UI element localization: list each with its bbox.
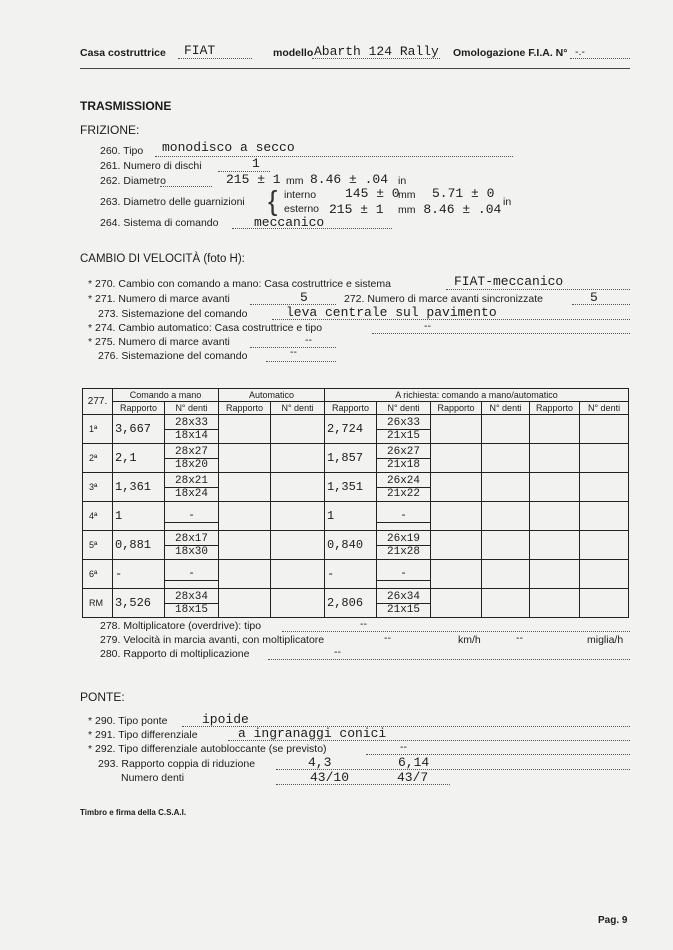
empty-cell <box>580 560 629 589</box>
gearbox-title: CAMBIO DI VELOCITÀ (foto H): <box>80 253 245 265</box>
item-260: 260. Tipo <box>100 145 144 157</box>
teeth-cell: 28x21 18x24 <box>165 473 219 502</box>
overdrive-speed-kmh: -- <box>384 632 391 644</box>
teeth-cell: 26x27 21x18 <box>377 444 431 473</box>
empty-cell <box>271 589 325 618</box>
axle-type-value: ipoide <box>202 712 249 727</box>
item-279: 279. Velocità in marcia avanti, con moltiplicatore <box>100 634 325 646</box>
stamp-label: Timbro e firma della C.S.A.I. <box>80 808 187 817</box>
empty-cell <box>580 444 629 473</box>
empty-cell <box>219 560 271 589</box>
gear-ratio-table: 277. Comando a mano Automatico A richiesta: comando a mano/automatico Rapporto N° denti Rapporto N° denti Rapporto N° denti Rapporto N° denti Rapporto N° denti 1ª 3,667 28x33 18x14 2,724 26x33 21x15 2ª 2,1 28x27 18x20 1,857 26x27 21x18 3ª 1,361 28x21 18x24 1,351 26x24 21x22 4ª 1 - 1 - 5ª 0,881 28x17 18x30 0,840 26x19 21x28 6ª - - - - RM 3,526 28x34 18x15 2,806 26x34 21x15 <box>82 388 629 618</box>
gear-label: 5ª <box>83 531 113 560</box>
outer-label: esterno <box>284 203 320 215</box>
page-number: Pag. 9 <box>598 915 628 926</box>
model-value: Abarth 124 Rally <box>314 44 439 59</box>
empty-cell <box>482 444 530 473</box>
final-drive-1: 4,3 <box>308 755 332 770</box>
teeth-cell: - <box>377 502 431 531</box>
empty-cell <box>431 502 482 531</box>
inner-in: 5.71 ± 0 <box>432 186 495 201</box>
clutch-title: FRIZIONE: <box>80 123 140 137</box>
clutch-type-value: monodisco a secco <box>162 140 295 155</box>
manual-gearbox-value: FIAT-meccanico <box>454 274 564 289</box>
item-292: * 292. Tipo differenziale autobloccante (se previsto) <box>88 743 327 755</box>
item-276: 276. Sistemazione del comando <box>98 350 248 362</box>
empty-cell <box>271 473 325 502</box>
empty-cell <box>219 502 271 531</box>
maker-value: FIAT <box>184 43 216 58</box>
item-263: 263. Diametro delle guarnizioni <box>100 196 245 208</box>
table-row <box>83 415 629 444</box>
ratio-cell: 3,526 <box>113 589 165 618</box>
empty-cell <box>219 415 271 444</box>
item-278: 278. Moltiplicatore (overdrive): tipo <box>100 620 262 632</box>
teeth-cell: - <box>377 560 431 589</box>
empty-cell <box>530 415 580 444</box>
teeth-cell: 28x33 18x14 <box>165 415 219 444</box>
item-275: * 275. Numero di marce avanti <box>88 336 230 348</box>
lining-unit2: in <box>503 196 512 208</box>
item-261: 261. Numero di dischi <box>100 160 202 172</box>
ratio-cell: 0,881 <box>113 531 165 560</box>
teeth-2: 43/7 <box>397 770 429 785</box>
clutch-discs-value: 1 <box>252 156 260 171</box>
ratio-cell: - <box>325 560 377 589</box>
item-293: 293. Rapporto coppia di riduzione <box>98 758 256 770</box>
gear-lever-value: leva centrale sul pavimento <box>286 305 497 320</box>
item-290: * 290. Tipo ponte <box>88 715 168 727</box>
empty-cell <box>271 502 325 531</box>
empty-cell <box>482 531 530 560</box>
inner-unit: mm <box>398 189 416 201</box>
empty-cell <box>482 415 530 444</box>
item-271: * 271. Numero di marce avanti <box>88 293 230 305</box>
axle-title: PONTE: <box>80 690 125 704</box>
teeth-cell: 26x34 21x15 <box>377 589 431 618</box>
table-row <box>83 502 629 531</box>
empty-cell <box>271 444 325 473</box>
empty-cell <box>530 502 580 531</box>
ratio-cell: 1 <box>113 502 165 531</box>
ratio-cell: 0,840 <box>325 531 377 560</box>
empty-cell <box>580 473 629 502</box>
teeth-cell: 26x19 21x28 <box>377 531 431 560</box>
empty-cell <box>482 560 530 589</box>
overdrive-speed-mph: -- <box>516 632 523 644</box>
item-280: 280. Rapporto di moltiplicazione <box>100 648 250 660</box>
empty-cell <box>580 415 629 444</box>
ratio-cell: 1,857 <box>325 444 377 473</box>
item-274: * 274. Cambio automatico: Casa costruttrice e tipo <box>88 322 323 334</box>
homolog-value: -.- <box>575 46 585 58</box>
empty-cell <box>271 531 325 560</box>
group-auto: Automatico <box>219 389 325 402</box>
empty-cell <box>530 531 580 560</box>
teeth-cell: 26x24 21x22 <box>377 473 431 502</box>
forward-gears-value: 5 <box>300 290 308 305</box>
empty-cell <box>580 531 629 560</box>
ratio-cell: 2,1 <box>113 444 165 473</box>
empty-cell <box>530 473 580 502</box>
gear-label: 2ª <box>83 444 113 473</box>
empty-cell <box>271 560 325 589</box>
clutch-diameter-unit2: in <box>398 175 407 187</box>
empty-cell <box>580 502 629 531</box>
gear-label: RM <box>83 589 113 618</box>
ratio-cell: 2,724 <box>325 415 377 444</box>
empty-cell <box>431 560 482 589</box>
empty-cell <box>482 502 530 531</box>
ratio-cell: 3,667 <box>113 415 165 444</box>
table-row <box>83 473 629 502</box>
ratio-cell: 1,351 <box>325 473 377 502</box>
empty-cell <box>431 589 482 618</box>
gear-label: 1ª <box>83 415 113 444</box>
table-row <box>83 444 629 473</box>
empty-cell <box>431 531 482 560</box>
table-row <box>83 589 629 618</box>
model-label: modello <box>273 47 314 59</box>
item-293-teeth: Numero denti <box>121 772 185 784</box>
ratio-cell: 1,361 <box>113 473 165 502</box>
ratio-cell: 1 <box>325 502 377 531</box>
teeth-cell: - <box>165 560 219 589</box>
empty-cell <box>219 444 271 473</box>
diff-type-value: a ingranaggi conici <box>238 726 387 741</box>
table-row <box>83 531 629 560</box>
clutch-diameter-unit: mm <box>286 175 304 187</box>
gear-label: 3ª <box>83 473 113 502</box>
inner-label: interno <box>284 189 317 201</box>
empty-cell <box>580 589 629 618</box>
section-title: TRASMISSIONE <box>80 99 172 113</box>
outer-mm: 215 ± 1 <box>329 202 384 217</box>
gear-label: 6ª <box>83 560 113 589</box>
empty-cell <box>431 415 482 444</box>
final-drive-2: 6,14 <box>398 755 430 770</box>
maker-label: Casa costruttrice <box>80 47 166 59</box>
clutch-diameter-in: 8.46 ± .04 <box>310 172 389 187</box>
empty-cell <box>271 415 325 444</box>
inner-mm: 145 ± 0 <box>345 186 400 201</box>
auto-control-value: -- <box>290 346 297 358</box>
empty-cell <box>431 473 482 502</box>
empty-cell <box>530 444 580 473</box>
empty-cell <box>219 531 271 560</box>
item-272: 272. Numero di marce avanti sincronizzate <box>344 293 544 305</box>
table-row <box>83 560 629 589</box>
outer-in: 8.46 ± .04 <box>423 202 502 217</box>
item-270: * 270. Cambio con comando a mano: Casa costruttrice e sistema <box>88 278 391 290</box>
group-optional: A richiesta: comando a mano/automatico <box>325 389 629 402</box>
auto-gears-value: -- <box>305 334 312 346</box>
teeth-cell: 28x17 18x30 <box>165 531 219 560</box>
clutch-control-value: meccanico <box>254 215 325 230</box>
gear-label: 4ª <box>83 502 113 531</box>
empty-cell <box>482 473 530 502</box>
empty-cell <box>530 589 580 618</box>
empty-cell <box>219 589 271 618</box>
empty-cell <box>530 560 580 589</box>
teeth-cell: 26x33 21x15 <box>377 415 431 444</box>
item-291: * 291. Tipo differenziale <box>88 729 198 741</box>
empty-cell <box>431 444 482 473</box>
teeth-cell: - <box>165 502 219 531</box>
ratio-cell: - <box>113 560 165 589</box>
clutch-diameter-mm: 215 ± 1 <box>226 172 281 187</box>
overdrive-ratio-value: -- <box>334 646 341 658</box>
item-273: 273. Sistemazione del comando <box>98 308 248 320</box>
auto-gearbox-value: -- <box>424 320 431 332</box>
overdrive-type-value: -- <box>360 618 367 630</box>
table-num: 277. <box>83 389 113 415</box>
teeth-cell: 28x27 18x20 <box>165 444 219 473</box>
synchro-gears-value: 5 <box>590 290 598 305</box>
teeth-1: 43/10 <box>310 770 350 785</box>
ratio-cell: 2,806 <box>325 589 377 618</box>
empty-cell <box>219 473 271 502</box>
item-264: 264. Sistema di comando <box>100 217 219 229</box>
lsd-value: -- <box>400 741 407 753</box>
item-262: 262. Diametro <box>100 175 166 187</box>
teeth-cell: 28x34 18x15 <box>165 589 219 618</box>
homolog-label: Omologazione F.I.A. N° <box>453 47 568 59</box>
empty-cell <box>482 589 530 618</box>
group-manual: Comando a mano <box>113 389 219 402</box>
